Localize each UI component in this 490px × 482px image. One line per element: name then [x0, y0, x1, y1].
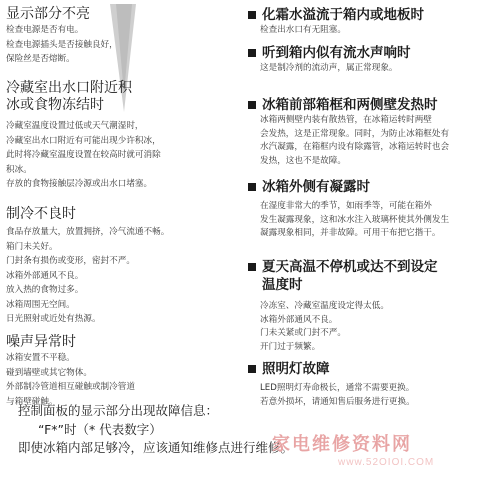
text-line: 凝露现象相同，并非故障。可用干布把它揩干。	[260, 228, 441, 238]
text-line: 检查电源插头是否接触良好，	[6, 39, 118, 50]
section-frame-heating	[246, 96, 486, 168]
text-line: 冷藏室温度设置过低或天气潮湿时，	[6, 121, 144, 131]
text-line: 外部制冷管道相互碰触或制冷管道	[6, 382, 135, 392]
section-heading	[246, 44, 486, 62]
text-line: 若意外损坏，请通知售后服务进行更换。	[260, 396, 415, 407]
text-line: 积冰。	[6, 164, 32, 175]
section-heading	[246, 360, 486, 378]
section-abnormal-noise	[6, 334, 238, 409]
text-line: 在湿度非常大的季节，如雨季等，可能在箱外	[260, 201, 432, 211]
text-line: 此时将冷藏室温度设置在较高时就可消除	[6, 150, 161, 160]
watermark-url: www.52OIOI.COM	[338, 457, 435, 468]
section-title: 化霜水溢流于箱内或地板时	[262, 7, 424, 23]
bullet-square-icon	[248, 11, 256, 19]
text-line: 食品存放量大，放置拥挤，冷气流通不畅。	[6, 227, 170, 237]
section-heading	[246, 6, 486, 24]
section-title: 照明灯故障	[262, 361, 330, 377]
watermark-text: 家电维修资料网	[272, 434, 412, 455]
text-line: 门未关紧或门封不严。	[260, 328, 346, 338]
section-title: 冰箱前部箱框和两侧壁发热时	[262, 97, 438, 113]
text-line: 冰箱外部通风不良。	[6, 270, 84, 281]
section-title: 听到箱内似有流水声响时	[262, 45, 411, 61]
text-line: 冰箱外部通风不良。	[260, 314, 338, 325]
note-line: “F*”时（* 代表数字）	[38, 421, 162, 437]
section-heading	[246, 258, 486, 276]
text-line: 发热，这也不是故障。	[260, 155, 346, 166]
section-title: 制冷不良时	[6, 206, 76, 222]
text-line: 冰箱两侧壁内装有散热管，在冰箱运转时两壁	[260, 115, 432, 125]
section-title: 温度时	[262, 277, 303, 293]
section-title: 冰或食物冻结时	[6, 97, 104, 113]
section-title: 夏天高温不停机或达不到设定	[262, 259, 438, 275]
section-external-condensation	[246, 178, 486, 241]
note-line: 即使冰箱内部足够冷，应该通知维修点进行维修。	[18, 440, 294, 455]
bullet-square-icon	[248, 101, 256, 109]
text-line: 保险丝是否熔断。	[6, 54, 75, 64]
section-display-not-lit	[6, 6, 238, 67]
bullet-square-icon	[248, 365, 256, 373]
bullet-square-icon	[248, 263, 256, 271]
text-line: 冷藏室出水口附近有可能出现少许积冰，	[6, 135, 161, 146]
section-title: 显示部分不亮	[6, 6, 90, 22]
text-line: 这是制冷剂的流动声，属正常现象。	[260, 63, 398, 73]
text-line: 检查电源是否有电。	[6, 25, 84, 35]
section-title: 噪声异常时	[6, 334, 76, 350]
bullet-square-icon	[248, 183, 256, 191]
fault-code-note	[18, 402, 488, 458]
text-line: 发生凝露现象，这和冰水注入玻璃杯使其外侧发生	[260, 214, 450, 225]
text-line: 会发热，这是正常现象。同时，为防止冰箱框处有	[260, 128, 450, 139]
text-line: 检查出水口有无阻塞。	[260, 25, 346, 35]
bullet-square-icon	[248, 49, 256, 57]
section-outlet-ice	[6, 80, 238, 192]
text-line: 门封条有损伤或变形，密封不严。	[6, 256, 135, 266]
text-line: 碰到墙壁或其它物体。	[6, 367, 92, 378]
section-flowing-water-sound	[246, 44, 486, 76]
text-line: 箱门未关好。	[6, 241, 58, 252]
section-poor-cooling	[6, 206, 238, 327]
text-line: 开门过于频繁。	[260, 341, 321, 352]
text-line: 冰箱安置不平稳。	[6, 353, 75, 363]
text-line: 存放的食物接触层冷源或出水口堵塞。	[6, 179, 153, 189]
text-line: 冰箱周围无空间。	[6, 299, 75, 310]
section-heading	[246, 96, 486, 114]
section-title: 冷藏室出水口附近积	[6, 80, 132, 96]
text-line: LED照明灯寿命极长，通常不需要更换。	[260, 383, 415, 393]
section-title: 冰箱外侧有凝露时	[262, 179, 370, 195]
section-summer-nonstop	[246, 258, 486, 354]
text-line: 放入热的食物过多。	[6, 285, 84, 295]
text-line: 冷冻室、冷藏室温度设定得太低。	[260, 301, 389, 311]
text-line: 日光照射或近处有热源。	[6, 314, 101, 324]
section-defrost-overflow	[246, 6, 486, 38]
text-line: 与箱壁碰触。	[6, 396, 58, 407]
text-line: 水汽凝露，在箱框内设有除露管，冰箱运转时也会	[260, 142, 450, 152]
note-line: 控制面板的显示部分出现故障信息：	[18, 403, 219, 418]
section-heading	[246, 178, 486, 196]
